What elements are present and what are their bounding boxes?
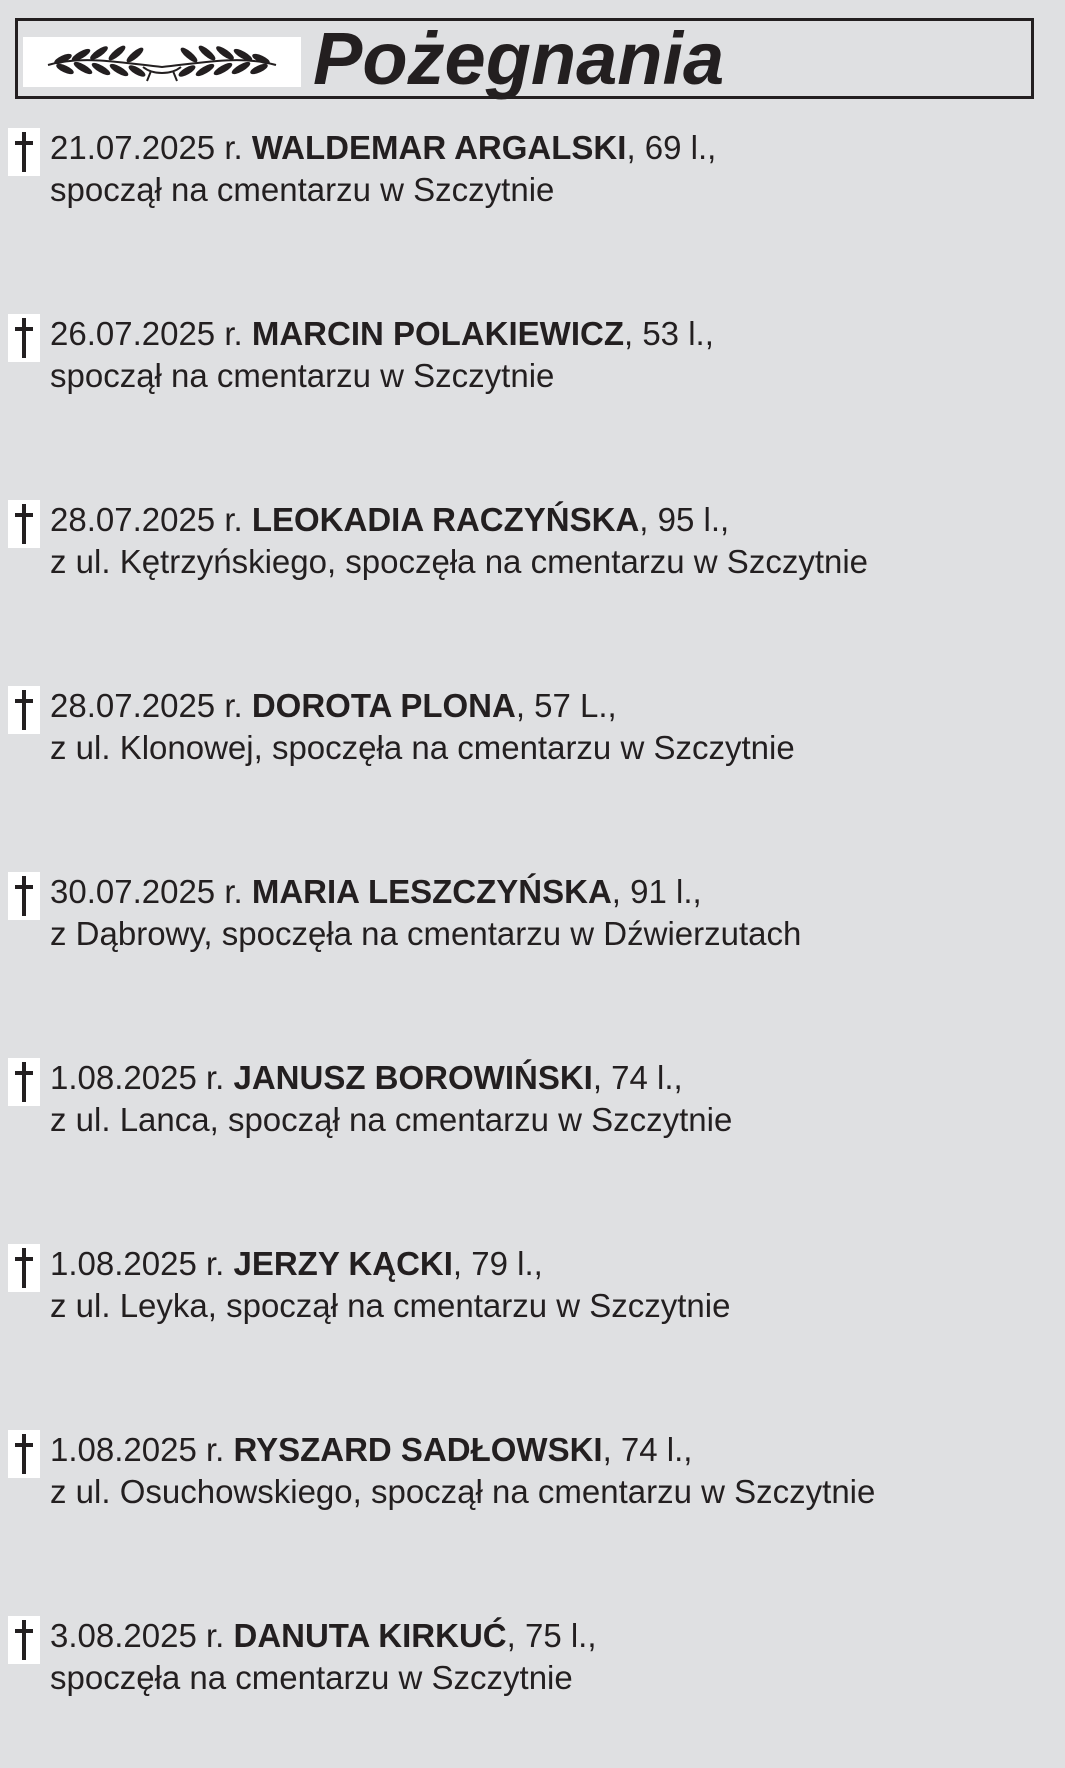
entry-details: spoczął na cmentarzu w Szczytnie — [50, 171, 555, 208]
obituary-entry — [8, 686, 1058, 796]
entry-details: z ul. Lanca, spoczął na cmentarzu w Szczytnie — [50, 1101, 733, 1138]
entry-date: 26.07.2025 r. — [50, 315, 252, 352]
entry-heading — [50, 314, 714, 354]
entry-age: , 57 L., — [515, 687, 617, 724]
entry-age: , 53 l., — [623, 315, 714, 352]
obituary-entry — [8, 1058, 1058, 1168]
entry-date: 1.08.2025 r. — [50, 1059, 234, 1096]
entry-heading — [50, 500, 729, 540]
entry-name: JERZY KĄCKI — [233, 1245, 453, 1282]
entry-details: z ul. Osuchowskiego, spoczął na cmentarzu w Szczytnie — [50, 1473, 876, 1510]
entry-name: DANUTA KIRKUĆ — [233, 1617, 507, 1654]
obituary-entry — [8, 872, 1058, 982]
cross-icon — [8, 1244, 40, 1292]
entry-heading — [50, 686, 617, 726]
entry-name: DOROTA PLONA — [251, 687, 516, 724]
cross-icon — [8, 128, 40, 176]
cross-icon — [8, 1616, 40, 1664]
entry-age: , 95 l., — [639, 501, 730, 538]
obituary-entry — [8, 500, 1058, 610]
cross-icon — [8, 1058, 40, 1106]
entry-heading — [50, 128, 716, 168]
cross-icon — [8, 872, 40, 920]
entry-details: z ul. Leyka, spoczął na cmentarzu w Szczytnie — [50, 1287, 731, 1324]
entry-age: , 74 l., — [592, 1059, 683, 1096]
entry-name: MARCIN POLAKIEWICZ — [251, 315, 624, 352]
entry-details: spoczął na cmentarzu w Szczytnie — [50, 357, 555, 394]
page-title: Pożegnania — [313, 17, 725, 100]
entry-age: , 91 l., — [611, 873, 702, 910]
entry-heading — [50, 1244, 543, 1284]
entry-details: z ul. Kętrzyńskiego, spoczęła na cmentarzu w Szczytnie — [50, 543, 869, 580]
entry-heading — [50, 1430, 692, 1470]
entry-name: RYSZARD SADŁOWSKI — [233, 1431, 603, 1468]
page-header — [15, 18, 1034, 99]
entry-age: , 74 l., — [602, 1431, 693, 1468]
entry-date: 1.08.2025 r. — [50, 1431, 234, 1468]
entry-date: 3.08.2025 r. — [50, 1617, 234, 1654]
entry-date: 21.07.2025 r. — [50, 129, 252, 166]
obituary-entry — [8, 314, 1058, 424]
entry-details: z Dąbrowy, spoczęła na cmentarzu w Dźwierzutach — [50, 915, 802, 952]
entry-age: , 79 l., — [452, 1245, 543, 1282]
wreath-panel — [23, 37, 301, 87]
entry-heading — [50, 1058, 683, 1098]
entry-age: , 75 l., — [506, 1617, 597, 1654]
entry-name: JANUSZ BOROWIŃSKI — [233, 1059, 593, 1096]
entry-date: 30.07.2025 r. — [50, 873, 252, 910]
obituary-entry — [8, 1244, 1058, 1354]
entry-heading — [50, 1616, 597, 1656]
obituary-entry — [8, 1616, 1058, 1726]
entry-age: , 69 l., — [626, 129, 717, 166]
cross-icon — [8, 314, 40, 362]
entry-date: 28.07.2025 r. — [50, 501, 252, 538]
entry-date: 1.08.2025 r. — [50, 1245, 234, 1282]
entry-details: z ul. Klonowej, spoczęła na cmentarzu w Szczytnie — [50, 729, 795, 766]
cross-icon — [8, 500, 40, 548]
entry-name: MARIA LESZCZYŃSKA — [251, 873, 612, 910]
obituary-entry — [8, 1430, 1058, 1540]
entry-heading — [50, 872, 702, 912]
cross-icon — [8, 686, 40, 734]
entry-name: WALDEMAR ARGALSKI — [251, 129, 627, 166]
entry-date: 28.07.2025 r. — [50, 687, 252, 724]
cross-icon — [8, 1430, 40, 1478]
entry-name: LEOKADIA RACZYŃSKA — [251, 501, 640, 538]
entry-details: spoczęła na cmentarzu w Szczytnie — [50, 1659, 573, 1696]
laurel-wreath-icon — [43, 41, 281, 83]
obituary-entry — [8, 128, 1058, 238]
